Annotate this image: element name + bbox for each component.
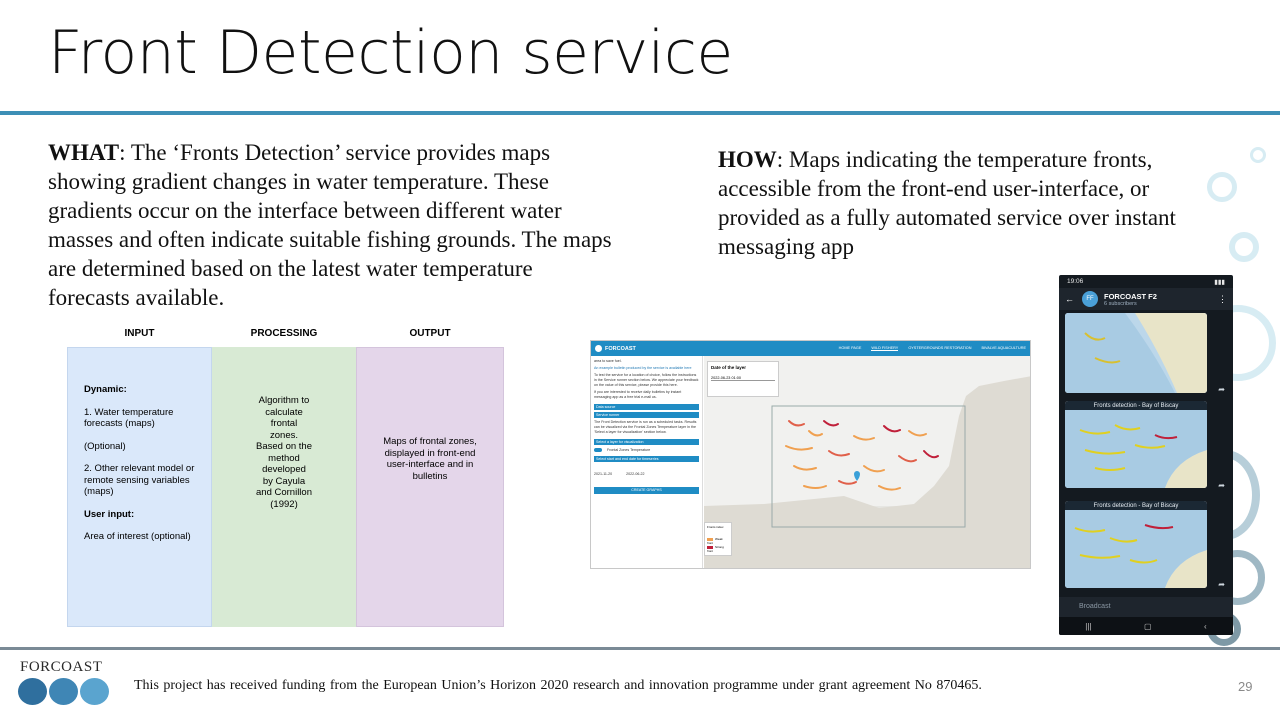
channel-subscribers: 6 subscribers (1104, 300, 1137, 307)
phone-message-card-3[interactable] (1065, 501, 1207, 588)
web-end-date[interactable]: 2022-06-22 (626, 472, 645, 476)
output-text: Maps of frontal zones, displayed in front-end user-interface and in bulletins (383, 436, 477, 482)
input-item-1: 1. Water temperature forecasts (maps) (84, 406, 174, 429)
input-item-2: 2. Other relevant model or remote sensing variables (maps) (84, 463, 195, 497)
web-legend-weak (707, 537, 729, 545)
card-map-1 (1065, 313, 1207, 393)
web-toggle-row[interactable] (594, 448, 699, 453)
logo-wave-icon (80, 678, 109, 705)
decor-ring-3 (1229, 232, 1259, 262)
phone-broadcast-input[interactable] (1059, 597, 1233, 617)
broadcast-placeholder: Broadcast (1079, 603, 1111, 610)
web-legend-strong (707, 545, 729, 553)
processing-text: Algorithm to calculate frontal zones. Based on the method developed by Cayula and Cornillon (1992) (256, 395, 312, 510)
web-bar-select-layer[interactable]: Select a layer for visualization (594, 439, 699, 445)
home-icon[interactable]: ▢ (1143, 621, 1152, 631)
slide-title: Front Detection service (48, 18, 733, 88)
web-date-panel[interactable] (707, 361, 779, 397)
card-map-2 (1065, 410, 1207, 488)
page-number: 29 (1238, 679, 1253, 694)
channel-name: FORCOAST F2 (1104, 291, 1157, 301)
share-icon-3[interactable]: ➦ (1218, 580, 1225, 589)
web-panel-date[interactable]: 2022-06-23 01:00 (711, 376, 775, 381)
footer-logo-icons (18, 678, 109, 705)
logo-fish-icon (18, 678, 47, 705)
web-toggle-label: Frontal Zones Temperature (607, 448, 651, 452)
how-label: HOW (718, 147, 777, 172)
ipo-input-column (67, 347, 212, 627)
channel-info[interactable] (1104, 292, 1157, 307)
web-nav (839, 346, 1026, 351)
web-panel-title: Date of the layer (711, 365, 747, 370)
funding-statement: This project has received funding from the European Union’s Horizon 2020 research and innovation programme under grant agreement No 870465. (134, 678, 982, 693)
card-caption-2: Fronts detection - Bay of Biscay (1065, 401, 1207, 410)
what-paragraph (48, 138, 620, 312)
phone-time: 19:06 (1067, 278, 1084, 285)
web-side-text-3: If you are interested to receive daily bulletins by instant messaging app as a free trial e-mail us. (594, 390, 682, 399)
input-user-item: Area of interest (optional) (84, 531, 191, 542)
logo-oyster-icon (49, 678, 78, 705)
web-bar-data-source[interactable]: Data source (594, 404, 699, 410)
phone-message-card-2[interactable] (1065, 401, 1207, 488)
phone-nav-bar (1059, 617, 1233, 635)
how-paragraph (718, 145, 1188, 261)
decor-ring-2 (1207, 172, 1237, 202)
share-icon-2[interactable]: ➦ (1218, 481, 1225, 490)
create-graphs-button[interactable]: CREATE GRAPHS (594, 487, 699, 494)
web-logo-icon (595, 345, 602, 352)
input-dynamic-label: Dynamic: (84, 384, 127, 395)
card-caption-3: Fronts detection - Bay of Biscay (1065, 501, 1207, 510)
web-side-text-2: To test the service for a location of choice, follow the instructions in the Service runner section below. We appreciate your feedback on the value of this service, please provide this here. (594, 373, 699, 387)
web-brand: FORCOAST (605, 345, 636, 352)
phone-message-card-1[interactable] (1065, 313, 1207, 393)
ipo-output-column (356, 347, 504, 627)
web-nav-home[interactable]: HOME PAGE (838, 346, 862, 350)
web-header (591, 341, 1030, 356)
web-nav-wild-fishery[interactable]: WILD FISHERY (871, 346, 899, 350)
web-side-text-4: The Front Detection service is run as a scheduled tasks. Results can be visualized via the Frontal Zones Temperature layer in the 'Select a layer for visualization' section below. (594, 420, 697, 434)
web-map[interactable] (704, 356, 1030, 568)
legend-strong-label: Strong front (707, 545, 724, 553)
toggle-icon[interactable] (594, 448, 602, 452)
footer-logo-text: FORCOAST (20, 659, 103, 675)
ipo-header-output: OUTPUT (409, 328, 451, 339)
input-optional: (Optional) (84, 440, 126, 452)
what-text: : The ‘Fronts Detection’ service provides maps showing gradient changes in water temperature. These gradients occur on the interface between different water masses and often indicate suitable fishing grounds. The maps are determined based on the latest water temperature forecasts available. (48, 140, 612, 310)
web-sidebar (591, 356, 703, 569)
how-text: : Maps indicating the temperature fronts, accessible from the front-end user-interface, or provided as a fully automated service over instant messaging app (718, 147, 1176, 259)
card-map-graphic-2 (1065, 410, 1207, 488)
phone-signal-icon: ▮▮▮ (1214, 279, 1225, 286)
web-nav-oyster[interactable]: OYSTERGROUNDS RESTORATION (908, 346, 972, 350)
web-legend (704, 522, 732, 556)
back-icon[interactable]: ‹ (1204, 621, 1207, 631)
share-icon-1[interactable]: ➦ (1218, 385, 1225, 394)
web-ui-screenshot (590, 340, 1031, 569)
ipo-header-input: INPUT (124, 328, 155, 339)
web-side-text-1: area to save fuel. (594, 359, 622, 363)
web-date-row (594, 472, 699, 477)
more-options-icon[interactable]: ⋮ (1218, 293, 1227, 304)
legend-weak-label: Weak front (707, 537, 723, 545)
web-legend-title: Fronts index (707, 525, 724, 529)
footer-divider (0, 647, 1280, 650)
channel-avatar: FF (1082, 291, 1098, 307)
title-divider (0, 111, 1280, 115)
ipo-header-processing: PROCESSING (250, 328, 318, 339)
card-map-graphic-3 (1065, 510, 1207, 588)
phone-screenshot (1059, 275, 1233, 635)
web-start-date[interactable]: 2021-11-20 (594, 472, 613, 476)
ipo-processing-column (212, 347, 356, 627)
web-bar-select-dates[interactable]: Select start and end date for timeseries (594, 456, 699, 462)
back-arrow-icon[interactable]: ← (1065, 294, 1074, 304)
phone-chat-header (1059, 288, 1233, 310)
recent-apps-icon[interactable]: ||| (1085, 621, 1092, 631)
phone-status-bar (1059, 275, 1233, 288)
decor-ring-1 (1250, 147, 1266, 163)
card-map-graphic-1 (1065, 313, 1207, 393)
web-bar-service-runner[interactable]: Service runner (594, 412, 699, 418)
web-nav-bivalve[interactable]: BIVALVE AQUACULTURE (981, 346, 1026, 350)
web-side-link[interactable]: An example bulletin produced by the service is available here (594, 366, 692, 370)
card-map-3 (1065, 510, 1207, 588)
what-label: WHAT (48, 140, 120, 165)
input-user-label: User input: (84, 508, 135, 520)
